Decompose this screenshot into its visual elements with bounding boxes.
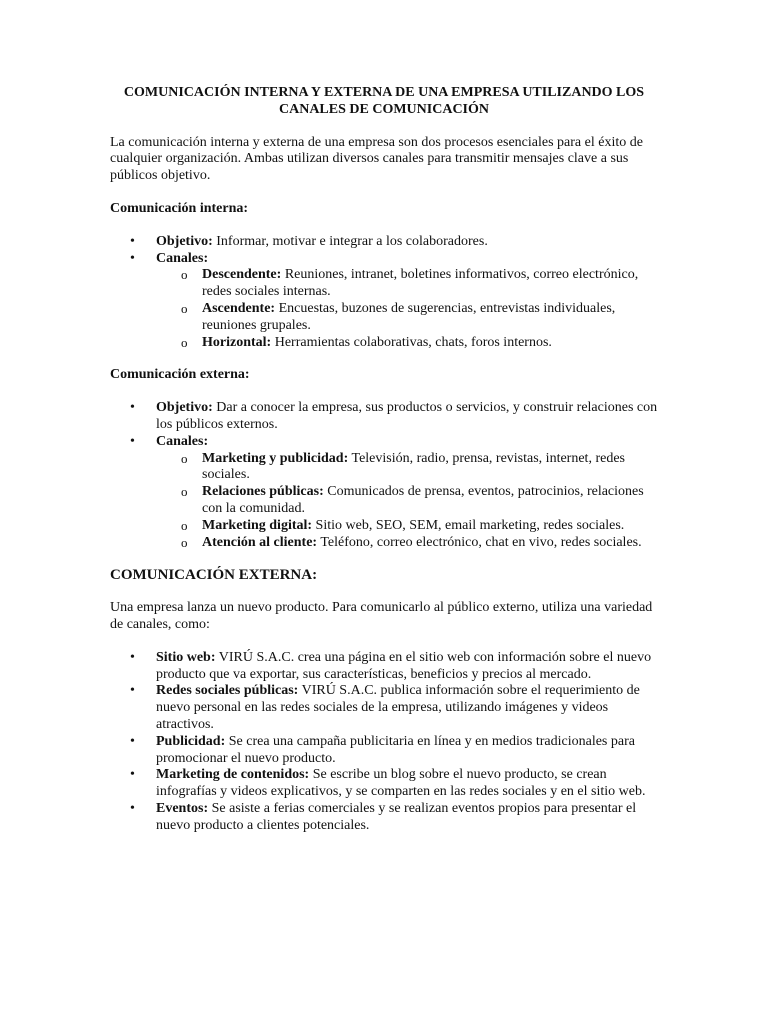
list-item bbox=[110, 683, 658, 733]
externa-canales-list bbox=[156, 451, 658, 552]
list-item bbox=[110, 801, 658, 835]
list-item bbox=[110, 234, 658, 251]
intro-paragraph: La comunicación interna y externa de una empresa son dos procesos esenciales para el éxito de cualquier organización. Ambas utilizan diversos canales para transmitir mensajes clave a sus públicos objetivo. bbox=[110, 134, 643, 184]
bullet-icon: • bbox=[130, 683, 135, 699]
item-text: VIRÚ S.A.C. crea una página en el sitio web con información sobre el nuevo producto que va exportar, sus características, beneficios y precios al mercado. bbox=[156, 649, 652, 682]
list-item bbox=[110, 650, 658, 684]
list-item bbox=[110, 767, 658, 801]
bullet-icon: • bbox=[130, 433, 135, 449]
ejemplo-intro: Una empresa lanza un nuevo producto. Para comunicarlo al público externo, utiliza una variedad de canales, como: bbox=[110, 600, 653, 632]
item-label: Canales: bbox=[156, 250, 209, 266]
item-label: Canales: bbox=[156, 433, 209, 449]
item-label: Ascendente: bbox=[202, 300, 276, 316]
bullet-icon: • bbox=[130, 233, 135, 249]
item-label: Relaciones públicas: bbox=[202, 484, 324, 500]
item-label: Publicidad: bbox=[156, 733, 226, 749]
document-title bbox=[110, 85, 658, 119]
item-label: Descendente: bbox=[202, 267, 282, 283]
sub-list-item bbox=[156, 484, 658, 518]
bullet-icon: • bbox=[130, 733, 135, 749]
bullet-icon: • bbox=[130, 649, 135, 665]
item-text: Comunicados de prensa, eventos, patrocinios, relaciones con la comunidad. bbox=[202, 484, 644, 516]
item-text: Se escribe un blog sobre el nuevo producto, se crean infografías y videos explicativos, y se comparten en las redes sociales y en el sitio web. bbox=[156, 767, 646, 800]
item-label: Marketing digital: bbox=[202, 517, 313, 533]
item-text: Televisión, radio, prensa, revistas, internet, redes sociales. bbox=[202, 450, 625, 483]
list-item bbox=[110, 251, 658, 352]
item-text: Informar, motivar e integrar a los colaboradores. bbox=[212, 233, 488, 249]
item-text: Sitio web, SEO, SEM, email marketing, redes sociales. bbox=[312, 517, 625, 533]
circle-bullet-icon: o bbox=[181, 484, 188, 500]
interna-list bbox=[110, 234, 658, 352]
list-item bbox=[110, 734, 658, 768]
circle-bullet-icon: o bbox=[181, 267, 188, 283]
item-text: Se asiste a ferias comerciales y se realizan eventos propios para presentar el nuevo producto a clientes potenciales. bbox=[156, 800, 637, 833]
title-line-1: COMUNICACIÓN INTERNA Y EXTERNA DE UNA EMPRESA UTILIZANDO LOS bbox=[123, 85, 645, 100]
document-body bbox=[110, 85, 658, 850]
item-label: Horizontal: bbox=[202, 334, 272, 350]
sub-list-item bbox=[156, 451, 658, 485]
circle-bullet-icon: o bbox=[181, 517, 188, 533]
item-text: VIRÚ S.A.C. publica información sobre el requerimiento de nuevo personal en las redes sociales de la empresa, utilizando imágenes y videos atractivos. bbox=[156, 683, 640, 732]
item-label: Objetivo: bbox=[156, 233, 213, 249]
item-text: Reuniones, intranet, boletines informativos, correo electrónico, redes sociales internas. bbox=[202, 267, 639, 300]
item-label: Atención al cliente: bbox=[202, 534, 318, 550]
interna-heading: Comunicación interna: bbox=[110, 200, 249, 216]
ejemplo-heading: COMUNICACIÓN EXTERNA: bbox=[110, 567, 318, 584]
item-text: Herramientas colaborativas, chats, foros internos. bbox=[271, 334, 552, 350]
list-item bbox=[110, 400, 658, 434]
item-label: Marketing y publicidad: bbox=[202, 450, 349, 466]
sub-list-item bbox=[156, 301, 658, 335]
externa-heading: Comunicación externa: bbox=[110, 367, 250, 383]
bullet-icon: • bbox=[130, 800, 135, 816]
item-text: Encuestas, buzones de sugerencias, entrevistas individuales, reuniones grupales. bbox=[202, 300, 616, 333]
ejemplo-list bbox=[110, 650, 658, 835]
circle-bullet-icon: o bbox=[181, 450, 188, 466]
sub-list-item bbox=[156, 267, 658, 301]
circle-bullet-icon: o bbox=[181, 534, 188, 550]
externa-list bbox=[110, 400, 658, 551]
bullet-icon: • bbox=[130, 767, 135, 783]
item-label: Sitio web: bbox=[156, 649, 216, 665]
circle-bullet-icon: o bbox=[181, 334, 188, 350]
sub-list-item bbox=[156, 335, 658, 352]
circle-bullet-icon: o bbox=[181, 300, 188, 316]
item-text: Dar a conocer la empresa, sus productos o servicios, y construir relaciones con los públicos externos. bbox=[156, 400, 658, 432]
item-text: Teléfono, correo electrónico, chat en vivo, redes sociales. bbox=[317, 534, 642, 550]
item-label: Redes sociales públicas: bbox=[156, 683, 299, 699]
bullet-icon: • bbox=[130, 400, 135, 416]
interna-canales-list bbox=[156, 267, 658, 351]
item-label: Eventos: bbox=[156, 800, 209, 816]
item-label: Marketing de contenidos: bbox=[156, 767, 310, 783]
item-text: Se crea una campaña publicitaria en línea y en medios tradicionales para promocionar el nuevo producto. bbox=[156, 733, 635, 766]
sub-list-item bbox=[156, 535, 658, 552]
title-line-2: CANALES DE COMUNICACIÓN bbox=[278, 101, 489, 117]
sub-list-item bbox=[156, 518, 658, 535]
item-label: Objetivo: bbox=[156, 400, 213, 416]
bullet-icon: • bbox=[130, 250, 135, 266]
list-item bbox=[110, 434, 658, 552]
